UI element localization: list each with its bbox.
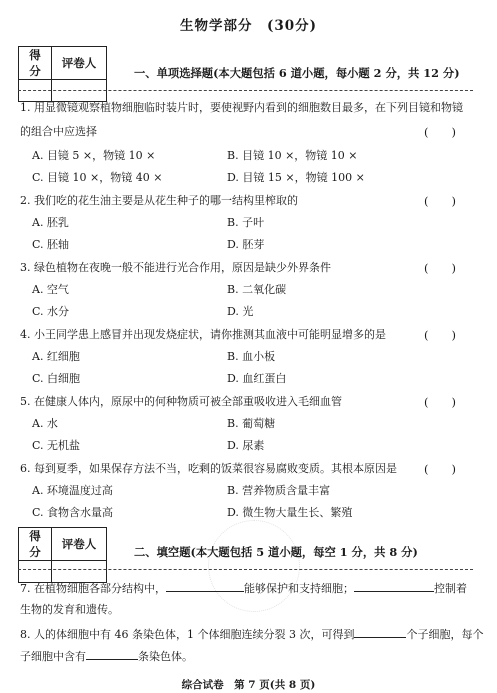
q8-text-d: 条染色体。: [138, 650, 193, 663]
q4-option-d: D. 血红蛋白: [227, 372, 287, 385]
q5-stem: 5. 在健康人体内，原尿中的何种物质可被全部重吸收进入毛细血管: [20, 395, 342, 408]
q7-text-c: 控制着: [434, 582, 467, 595]
q7-text-b: 能够保护和支持细胞；: [244, 582, 354, 595]
q1-stem-line1: 1. 用显微镜观察植物细胞临时装片时，要使视野内看到的细胞数目最多，在下列目镜和物镜: [20, 101, 463, 114]
watermark-stamp: [208, 520, 300, 612]
score-box-section2: [18, 527, 107, 583]
q6-option-c: C. 食物含水量高: [32, 506, 114, 519]
q7-text-a: 7. 在植物细胞各部分结构中，: [20, 582, 166, 595]
q4-option-b: B. 血小板: [227, 350, 276, 363]
q1-option-d: D. 目镜 15 ×，物镜 100 ×: [227, 171, 365, 184]
q4-option-c: C. 白细胞: [32, 372, 81, 385]
q8-text-c: 子细胞中含有: [20, 650, 86, 663]
q8-line2: [20, 648, 193, 664]
section2-divider: [18, 569, 473, 570]
q6-stem: 6. 每到夏季，如果保存方法不当，吃剩的饭菜很容易腐败变质。其根本原因是: [20, 462, 397, 475]
q2-option-b: B. 子叶: [227, 216, 265, 229]
q1-stem-line2: 的组合中应选择: [20, 125, 97, 138]
q5-answer-blank: ( ): [424, 395, 456, 409]
q2-option-a: A. 胚乳: [32, 216, 69, 229]
section2-heading: 二、填空题(本大题包括 5 道小题，每空 1 分，共 8 分): [134, 545, 418, 559]
section1-heading: 一、单项选择题(本大题包括 6 道小题，每小题 2 分，共 12 分): [134, 66, 460, 80]
page-footer: 综合试卷 第 7 页(共 8 页): [181, 679, 316, 691]
q1-option-b: B. 目镜 10 ×，物镜 10 ×: [227, 149, 358, 162]
q7-blank-2[interactable]: [354, 580, 434, 592]
q8-text-b: 个子细胞，每个: [406, 628, 484, 641]
q8-blank-2[interactable]: [86, 648, 138, 660]
section1-divider: [18, 90, 473, 91]
q5-option-b: B. 葡萄糖: [227, 417, 276, 430]
q3-option-a: A. 空气: [32, 283, 69, 296]
q3-option-c: C. 水分: [32, 305, 70, 318]
q7-blank-1[interactable]: [166, 580, 244, 592]
q7-line1: [20, 580, 467, 596]
q1-answer-blank: ( ): [424, 125, 456, 139]
score-box-section1: [18, 46, 107, 102]
q8-line1: [20, 626, 483, 642]
grader-label: 评卷人: [52, 528, 107, 561]
q5-option-a: A. 水: [32, 417, 58, 430]
q8-blank-1[interactable]: [354, 626, 406, 638]
q3-answer-blank: ( ): [424, 261, 456, 275]
q5-option-d: D. 尿素: [227, 439, 265, 452]
q5-option-c: C. 无机盐: [32, 439, 81, 452]
q4-answer-blank: ( ): [424, 328, 456, 342]
q2-option-c: C. 胚轴: [32, 238, 70, 251]
q2-stem: 2. 我们吃的花生油主要是从花生种子的哪一结构里榨取的: [20, 194, 298, 207]
q3-option-d: D. 光: [227, 305, 254, 318]
q1-option-a: A. 目镜 5 ×，物镜 10 ×: [32, 149, 156, 162]
grader-label: 评卷人: [52, 47, 107, 80]
q4-stem: 4. 小王同学患上感冒并出现发烧症状，请你推测其血液中可能明显增多的是: [20, 328, 386, 341]
score-label: 得 分: [19, 47, 52, 80]
q3-stem: 3. 绿色植物在夜晚一般不能进行光合作用，原因是缺少外界条件: [20, 261, 331, 274]
q2-answer-blank: ( ): [424, 194, 456, 208]
q6-option-b: B. 营养物质含量丰富: [227, 484, 331, 497]
q2-option-d: D. 胚芽: [227, 238, 265, 251]
q7-text-d: 生物的发育和遗传。: [20, 603, 119, 616]
q8-text-a: 8. 人的体细胞中有 46 条染色体，1 个体细胞连续分裂 3 次，可得到: [20, 628, 355, 641]
q6-option-a: A. 环境温度过高: [32, 484, 113, 497]
q3-option-b: B. 二氧化碳: [227, 283, 287, 296]
q4-option-a: A. 红细胞: [32, 350, 80, 363]
q6-option-d: D. 微生物大量生长、繁殖: [227, 506, 353, 519]
q1-option-c: C. 目镜 10 ×，物镜 40 ×: [32, 171, 163, 184]
page-title: 生物学部分 (30分): [179, 18, 318, 34]
score-label: 得 分: [19, 528, 52, 561]
q6-answer-blank: ( ): [424, 462, 456, 476]
